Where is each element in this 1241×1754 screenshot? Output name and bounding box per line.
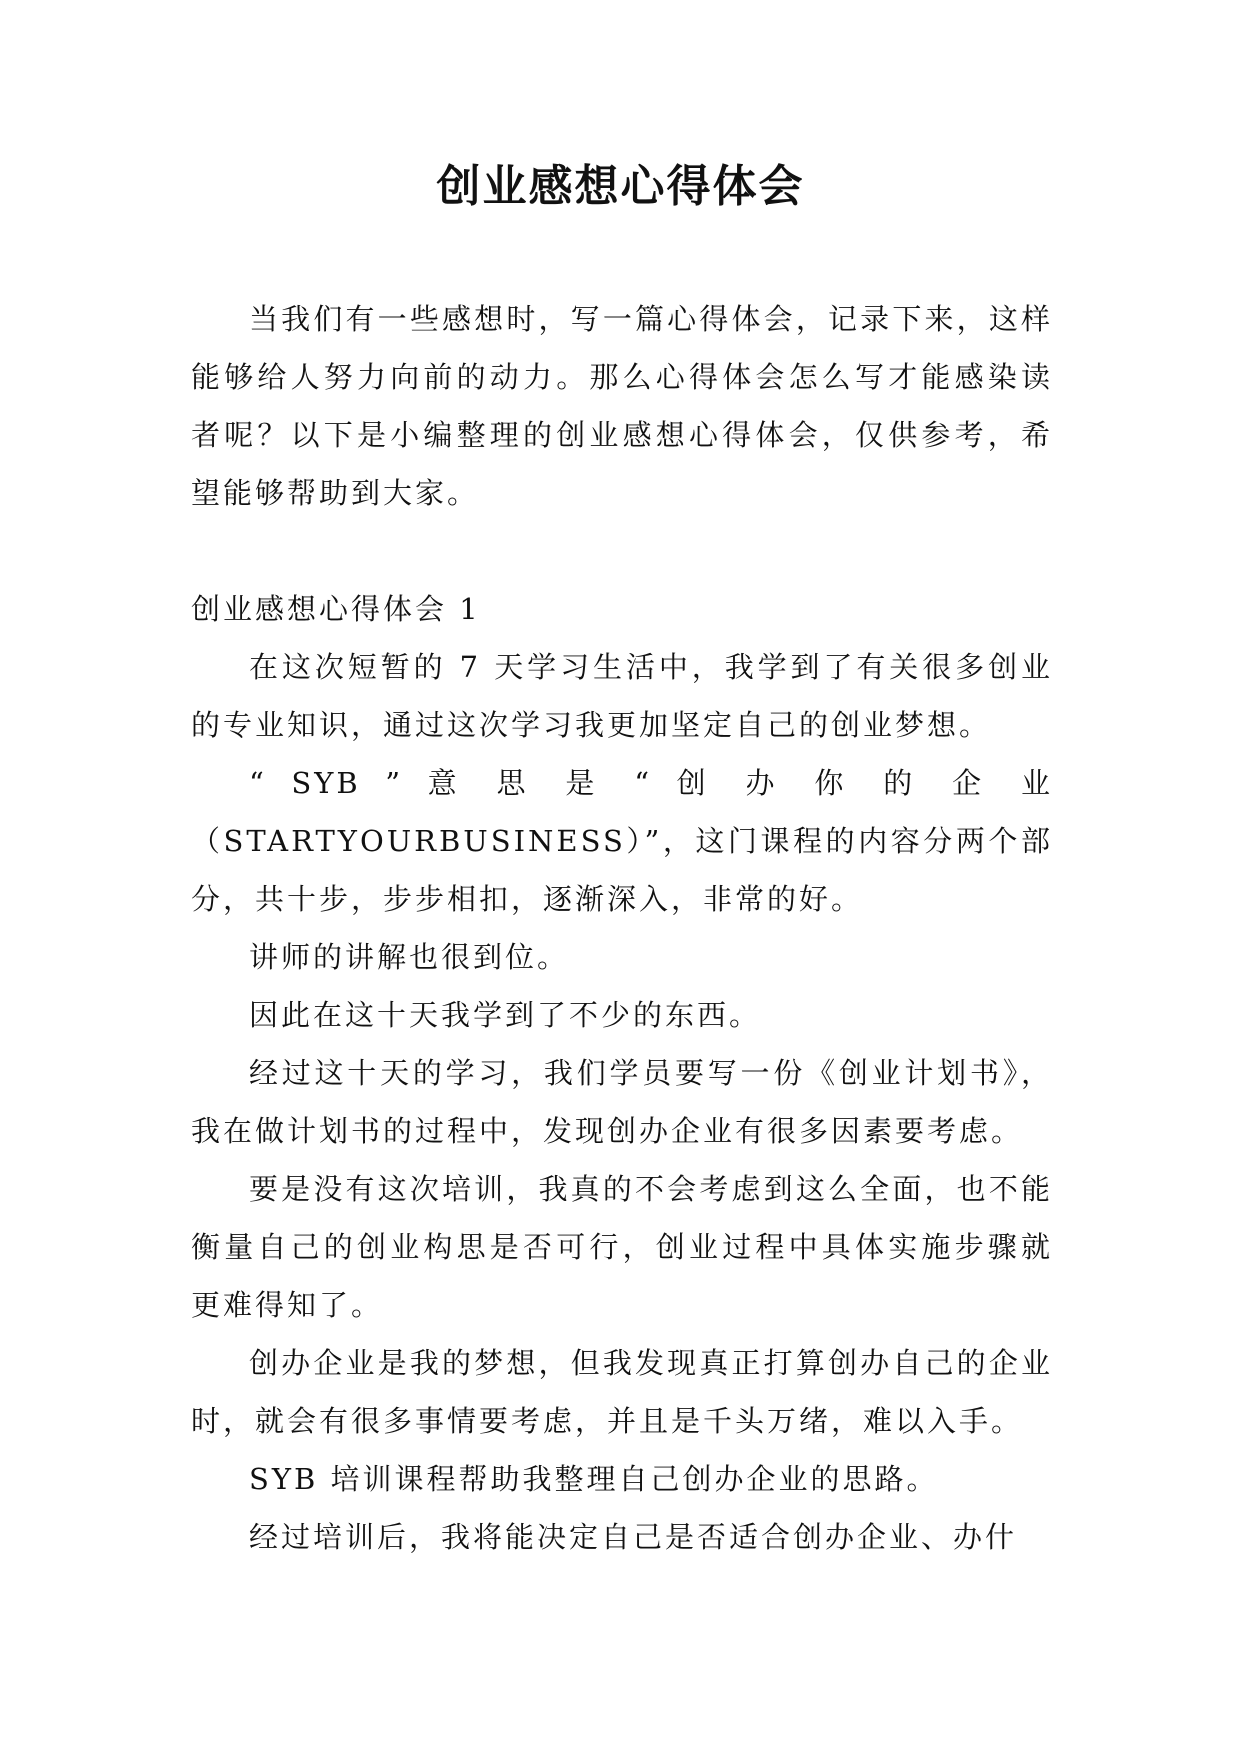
paragraph: 要是没有这次培训，我真的不会考虑到这么全面，也不能衡量自己的创业构思是否可行，创业过程中具体实施步骤就更难得知了。 (191, 1172, 1053, 1322)
paragraph: 讲师的讲解也很到位。 (249, 940, 570, 974)
intro-paragraph: 当我们有一些感想时，写一篇心得体会，记录下来，这样能够给人努力向前的动力。那么心得体会怎么写才能感染读者呢？以下是小编整理的创业感想心得体会，仅供参考，希望能够帮助到大家。 (191, 302, 1053, 510)
paragraph: 因此在这十天我学到了不少的东西。 (249, 998, 762, 1032)
paragraph-gap (191, 522, 1053, 580)
document-title: 创业感想心得体会 (436, 161, 805, 212)
paragraph: SYB 培训课程帮助我整理自己创办企业的思路。 (249, 1462, 939, 1496)
paragraph: “ SYB ” 意 思 是 “ 创 办 你 的 企 业（STARTYOURBUSINESS）”，这门课程的内容分两个部分，共十步，步步相扣，逐渐深入，非常的好。 (191, 766, 1053, 916)
paragraph: 经过培训后，我将能决定自己是否适合创办企业、办什 (249, 1520, 1018, 1554)
paragraph: 创办企业是我的梦想，但我发现真正打算创办自己的企业时，就会有很多事情要考虑，并且是千头万绪，难以入手。 (191, 1346, 1053, 1438)
paragraph: 在这次短暂的 7 天学习生活中，我学到了有关很多创业的专业知识，通过这次学习我更加坚定自己的创业梦想。 (191, 650, 1053, 742)
paragraph: 经过这十天的学习，我们学员要写一份《创业计划书》，我在做计划书的过程中，发现创办企业有很多因素要考虑。 (191, 1056, 1053, 1148)
document-body (191, 290, 1053, 1566)
section-heading: 创业感想心得体会 1 (191, 592, 481, 626)
